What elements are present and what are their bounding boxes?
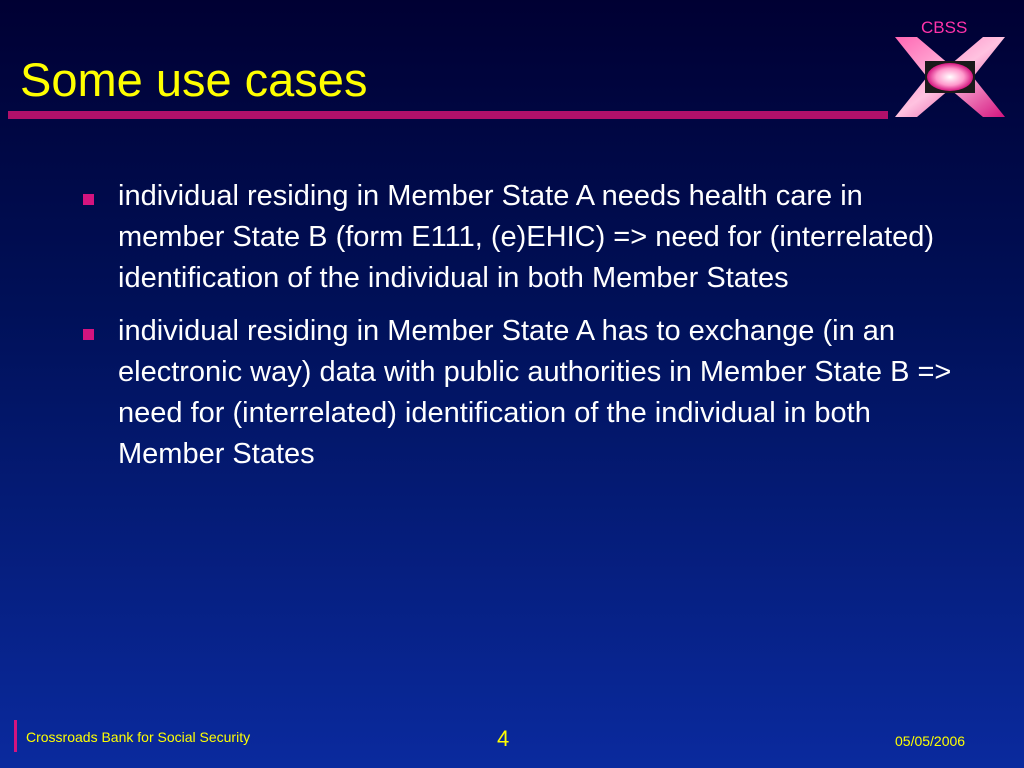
bullet-item [80,176,960,299]
page-number: 4 [497,726,510,751]
footer-accent-bar [14,720,17,752]
bullet-square-icon [83,194,94,205]
cbss-logo-icon [893,35,1007,119]
footer-organization: Crossroads Bank for Social Security [26,729,251,745]
title-divider [8,111,888,119]
footer-date: 05/05/2006 [895,733,966,749]
bullet-list [80,176,960,487]
bullet-text: individual residing in Member State A needs health care in member State B (form E111, (e)EHIC) => need for (interrelated) identification of the individual in both Member States [118,180,935,294]
bullet-text: individual residing in Member State A has to exchange (in an electronic way) data with public authorities in Member State B => need for (interrelated) identification of the individual in both Member States [118,315,952,470]
bullet-item [80,311,960,475]
logo-text: CBSS [921,18,968,37]
bullet-square-icon [83,329,94,340]
slide-title: Some use cases [20,53,368,106]
